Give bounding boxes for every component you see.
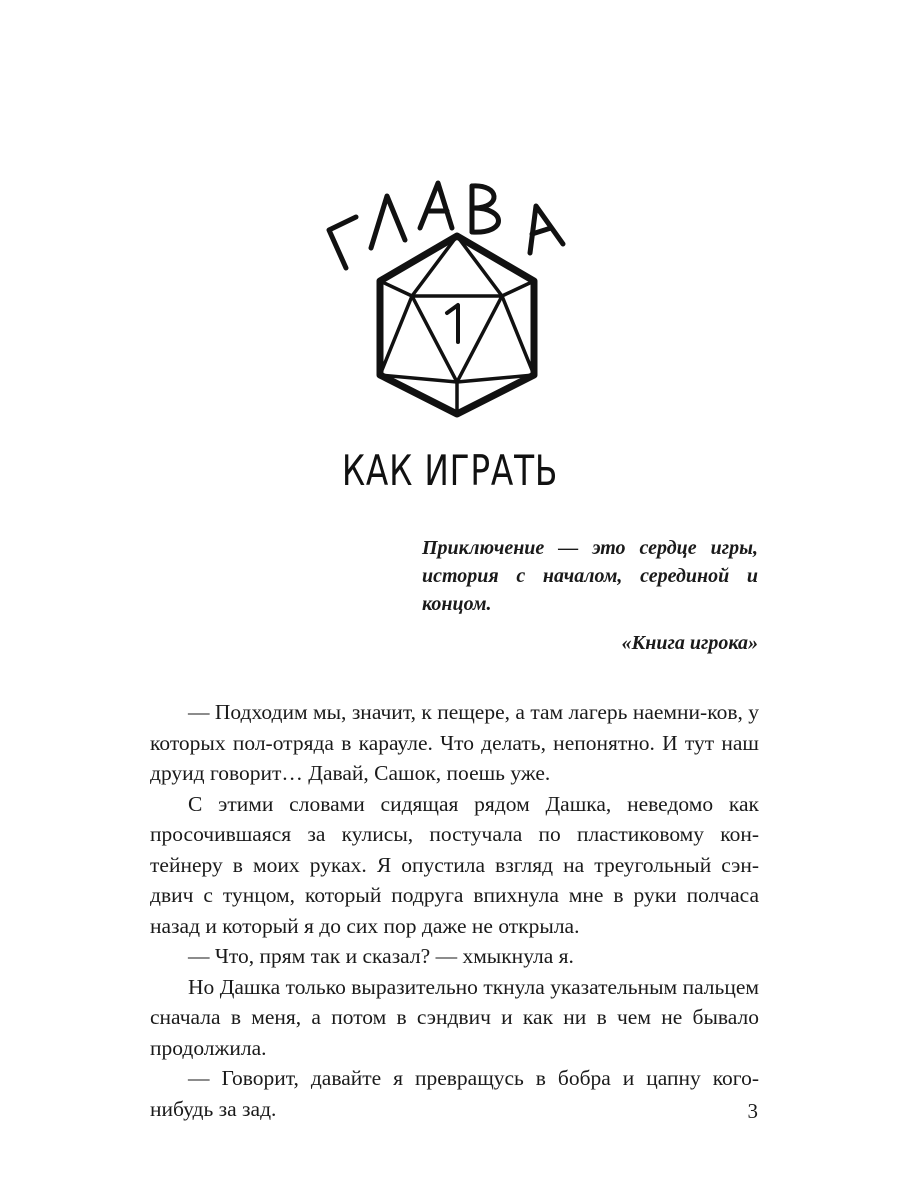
chapter-number-glyph [447,305,458,342]
chapter-letter-a1 [420,183,452,228]
epigraph-source: «Книга игрока» [621,632,758,654]
chapter-title: КАК ИГРАТЬ [341,446,559,495]
page-number: 3 [747,1099,758,1123]
chapter-letter-g [329,217,356,268]
body-text [150,697,759,1124]
paragraph: С этими словами сидящая рядом Дашка, неведомо как просочившаяся за кулисы, постучала по пластиковому кон-тейнеру в моих руках. Я опустила взгляд на треугольный сэн-двич с тунцом, который подруга впихнула мне в руки полчаса назад и который я до сих пор даже не открыла. [150,791,759,938]
paragraph: Но Дашка только выразительно ткнула указательным пальцем сначала в меня, а потом в сэндвич и как ни в чем не бывало продолжила. [150,974,759,1060]
paragraph: — Подходим мы, значит, к пещере, а там лагерь наемни-ков, у которых пол-отряда в карауле. Что делать, непонятно. И тут наш друид говорит… Давай, Сашок, поешь уже. [150,700,759,785]
epigraph-quote: Приключение — это сердце игры, история с началом, серединой и концом. [422,537,758,615]
chapter-letter-v [472,186,499,232]
d20-die-icon [370,230,544,420]
paragraph: — Говорит, давайте я превращусь в бобра и цапну кого-нибудь за зад. [150,1066,759,1121]
paragraph: — Что, прям так и сказал? — хмыкнула я. [188,944,574,968]
